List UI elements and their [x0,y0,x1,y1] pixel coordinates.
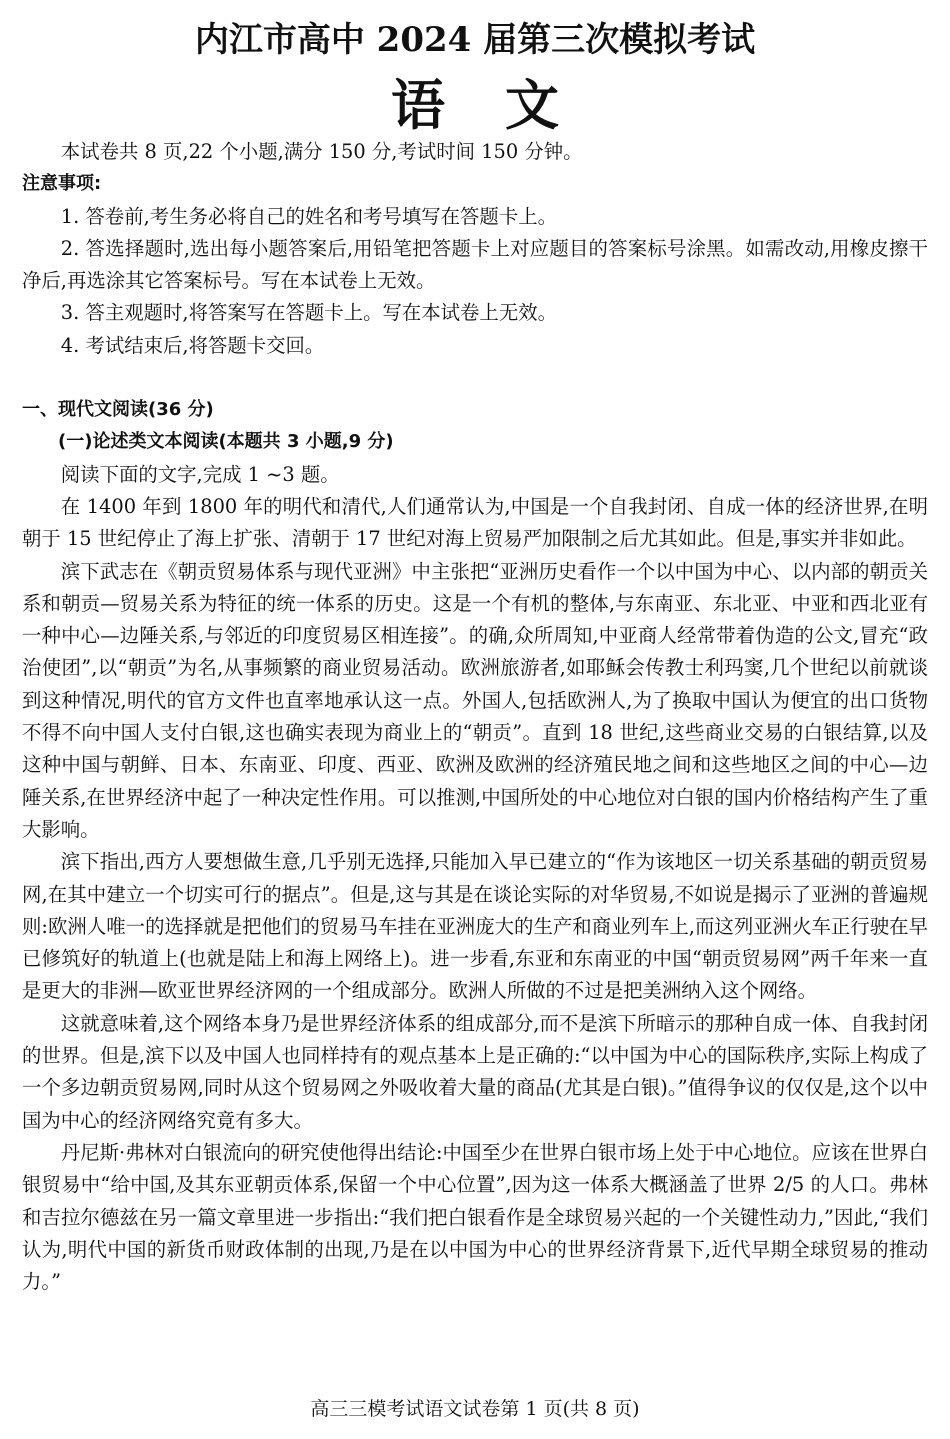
passage-paragraph: 滨下武志在《朝贡贸易体系与现代亚洲》中主张把“亚洲历史看作一个以中国为中心、以内部的朝贡关系和朝贡—贸易关系为特征的统一体系的历史。这是一个有机的整体,与东南亚、东北亚、中亚和西北亚有一种中心—边陲关系,与邻近的印度贸易区相连接”。的确,众所周知,中亚商人经常带着伪造的公文,冒充“政治使团”,以“朝贡”为名,从事频繁的商业贸易活动。欧洲旅游者,如耶稣会传教士利玛窦,几个世纪以前就谈到这种情况,明代的官方文件也直率地承认这一点。外国人,包括欧洲人,为了换取中国认为便宜的出口货物不得不向中国人支付白银,这也确实表现为商业上的“朝贡”。直到 18 世纪,这些商业交易的白银结算,以及这种中国与朝鲜、日本、东南亚、印度、西亚、欧洲及欧洲的经济殖民地之间和这些地区之间的中心—边陲关系,在世界经济中起了一种决定性作用。可以推测,中国所处的中心地位对白银的国内价格结构产生了重大影响。 [22,559,928,841]
exam-intro: 本试卷共 8 页,22 个小题,满分 150 分,考试时间 150 分钟。 [60,140,583,163]
passage-paragraph: 丹尼斯·弗林对白银流向的研究使他得出结论:中国至少在世界白银市场上处于中心地位。应该在世界白银贸易中“给中国,及其东亚朝贡体系,保留一个中心位置”,因为这一体系大概涵盖了世界 2/5 的人口。弗林和吉拉尔德兹在另一篇文章里进一步指出:“我们把白银看作是全球贸易兴起的一个关键性动力,”因此,“我们认为,明代中国的新货币财政体制的出现,乃是在以中国为中心的世界经济背景下,近代早期全球贸易的推动力。” [22,1140,928,1294]
notice-item: 4. 考试结束后,将答题卡交回。 [60,333,325,357]
notice-item: 3. 答主观题时,将答案写在答题卡上。写在本试卷上无效。 [60,301,557,325]
exam-body [22,136,928,1298]
reading-instruction: 阅读下面的文字,完成 1 ~3 题。 [60,462,340,486]
spacer [22,362,928,394]
passage-paragraph: 这就意味着,这个网络本身乃是世界经济体系的组成部分,而不是滨下所暗示的那种自成一体、自我封闭的世界。但是,滨下以及中国人也同样持有的观点基本上是正确的:“以中国为中心的国际秩序,实际上构成了一个多边朝贡贸易网,同时从这个贸易网之外吸收着大量的商品(尤其是白银)。”值得争议的仅仅是,这个以中国为中心的经济网络究竟有多大。 [22,1011,928,1132]
page-footer: 高三三模考试语文试卷第 1 页(共 8 页) [310,1398,640,1420]
section-heading: 一、现代文阅读(36 分) [22,399,214,421]
passage-paragraph: 在 1400 年到 1800 年的明代和清代,人们通常认为,中国是一个自我封闭、自成一体的经济世界,在明朝于 15 世纪停止了海上扩张、清朝于 17 世纪对海上贸易严加限制之后尤其如此。但是,事实并非如此。 [22,494,928,551]
notice-item: 2. 答选择题时,选出每小题答案后,用铅笔把答题卡上对应题目的答案标号涂黑。如需改动,用橡皮擦干净后,再选涂其它答案标号。写在本试卷上无效。 [22,236,928,293]
notice-item: 1. 答卷前,考生务必将自己的姓名和考号填写在答题卡上。 [60,204,557,228]
passage-paragraph: 滨下指出,西方人要想做生意,几乎别无选择,只能加入早已建立的“作为该地区一切关系基础的朝贡贸易网,在其中建立一个切实可行的据点”。但是,这与其是在谈论实际的对华贸易,不如说是揭示了亚洲的普遍规则:欧洲人唯一的选择就是把他们的贸易马车挂在亚洲庞大的生产和商业列车上,而这列亚洲火车正行驶在早已修筑好的轨道上(也就是陆上和海上网络上)。进一步看,东亚和东南亚的中国“朝贡贸易网”两千年来一直是更大的非洲—欧亚世界经济网的一个组成部分。欧洲人所做的不过是把美洲纳入这个网络。 [22,850,928,1003]
subject-title: 语文 [391,73,619,137]
exam-title: 内江市高中 2024 届第三次模拟考试 [194,20,756,60]
section-subheading: (一)论述类文本阅读(本题共 3 小题,9 分) [58,431,394,453]
notice-heading: 注意事项: [22,173,102,195]
